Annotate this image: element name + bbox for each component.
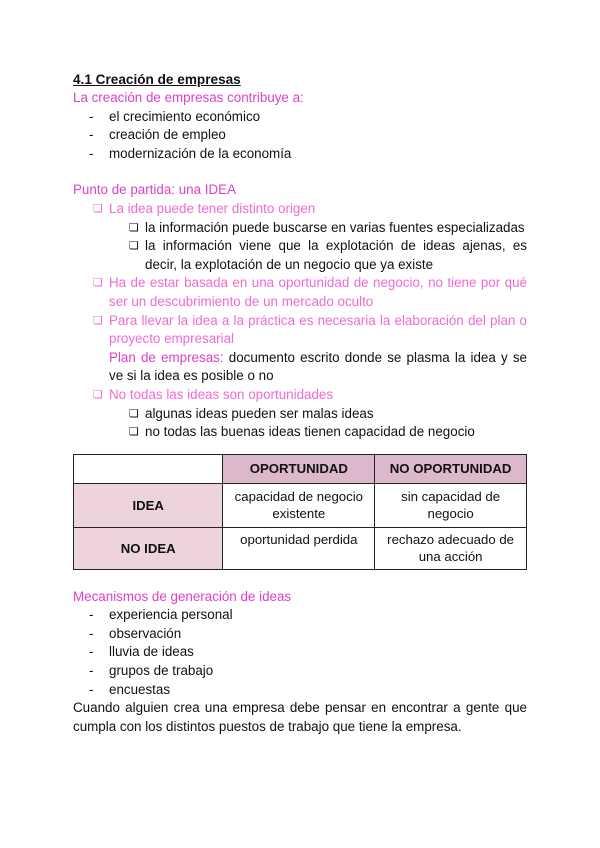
point-text: la información viene que la explotación de ideas ajenas, es decir, la explotación de un negocio que ya existe	[145, 238, 527, 272]
checkbox-bullet-icon: ❏	[93, 388, 103, 401]
table-row-header-idea: IDEA	[74, 483, 223, 527]
point-text: la información puede buscarse en varias fuentes especializadas	[145, 219, 525, 235]
plan-text: documento escrito donde se plasma la idea y se ve si la idea es posible o no	[109, 349, 527, 384]
checkbox-bullet-icon: ❏	[129, 240, 139, 253]
checkbox-bullet-icon: ❏	[129, 221, 139, 234]
point-text: La idea puede tener distinto origen	[109, 200, 316, 216]
point-1a	[73, 219, 527, 238]
point-text: algunas ideas pueden ser malas ideas	[145, 405, 374, 421]
list-item: - experiencia personal	[89, 606, 527, 625]
list-item: - lluvia de ideas	[89, 643, 527, 662]
table-cell: rechazo adecuado de una acción	[375, 527, 527, 569]
point-text: no todas las buenas ideas tienen capacidad de negocio	[145, 424, 475, 440]
list-item: - encuestas	[89, 681, 527, 700]
list-item: - grupos de trabajo	[89, 662, 527, 681]
table-header-no-opportunity: NO OPORTUNIDAD	[375, 454, 527, 483]
table-cell: sin capacidad de negocio	[375, 483, 527, 527]
point-4	[73, 386, 527, 405]
point-1	[73, 200, 527, 219]
checkbox-bullet-icon: ❏	[93, 202, 103, 215]
checkbox-bullet-icon: ❏	[93, 314, 103, 327]
point-text: No todas las ideas son oportunidades	[109, 386, 334, 402]
point-text: Ha de estar basada en una oportunidad de negocio, no tiene por qué ser un descubrimiento de un mercado oculto	[109, 275, 527, 309]
plan-definition	[73, 349, 527, 386]
mechanisms-title: Mecanismos de generación de ideas	[73, 588, 292, 604]
intro-line: La creación de empresas contribuye a:	[73, 90, 304, 105]
point-text: Para llevar la idea a la práctica es necesaria la elaboración del plan o proyecto empresarial	[109, 312, 527, 347]
point-4a	[73, 405, 527, 424]
list-item: - creación de empleo	[89, 126, 527, 145]
table-cell: oportunidad perdida	[223, 527, 375, 569]
point-4b	[73, 423, 527, 442]
plan-label: Plan de empresas:	[109, 349, 224, 365]
point-1b	[73, 237, 527, 274]
table-header-opportunity: OPORTUNIDAD	[223, 454, 375, 483]
opportunity-table	[73, 454, 527, 570]
point-3	[73, 312, 527, 349]
document-page	[73, 70, 527, 736]
section-heading: 4.1 Creación de empresas	[73, 72, 241, 87]
table-corner-cell	[74, 454, 223, 483]
checkbox-bullet-icon: ❏	[129, 407, 139, 420]
checkbox-bullet-icon: ❏	[129, 426, 139, 439]
checkbox-bullet-icon: ❏	[93, 277, 103, 290]
point-2	[73, 274, 527, 311]
closing-paragraph: Cuando alguien crea una empresa debe pensar en encontrar a gente que cumpla con los distintos puestos de trabajo que tiene la empresa.	[73, 700, 527, 734]
start-title: Punto de partida: una IDEA	[73, 182, 237, 198]
mechanisms-list	[73, 606, 527, 699]
table-cell: capacidad de negocio existente	[223, 483, 375, 527]
table-row-header-no-idea: NO IDEA	[74, 527, 223, 569]
list-item: - el crecimiento económico	[89, 108, 527, 127]
list-item: - modernización de la economía	[89, 145, 527, 164]
contributions-list	[73, 108, 527, 164]
list-item: - observación	[89, 625, 527, 644]
